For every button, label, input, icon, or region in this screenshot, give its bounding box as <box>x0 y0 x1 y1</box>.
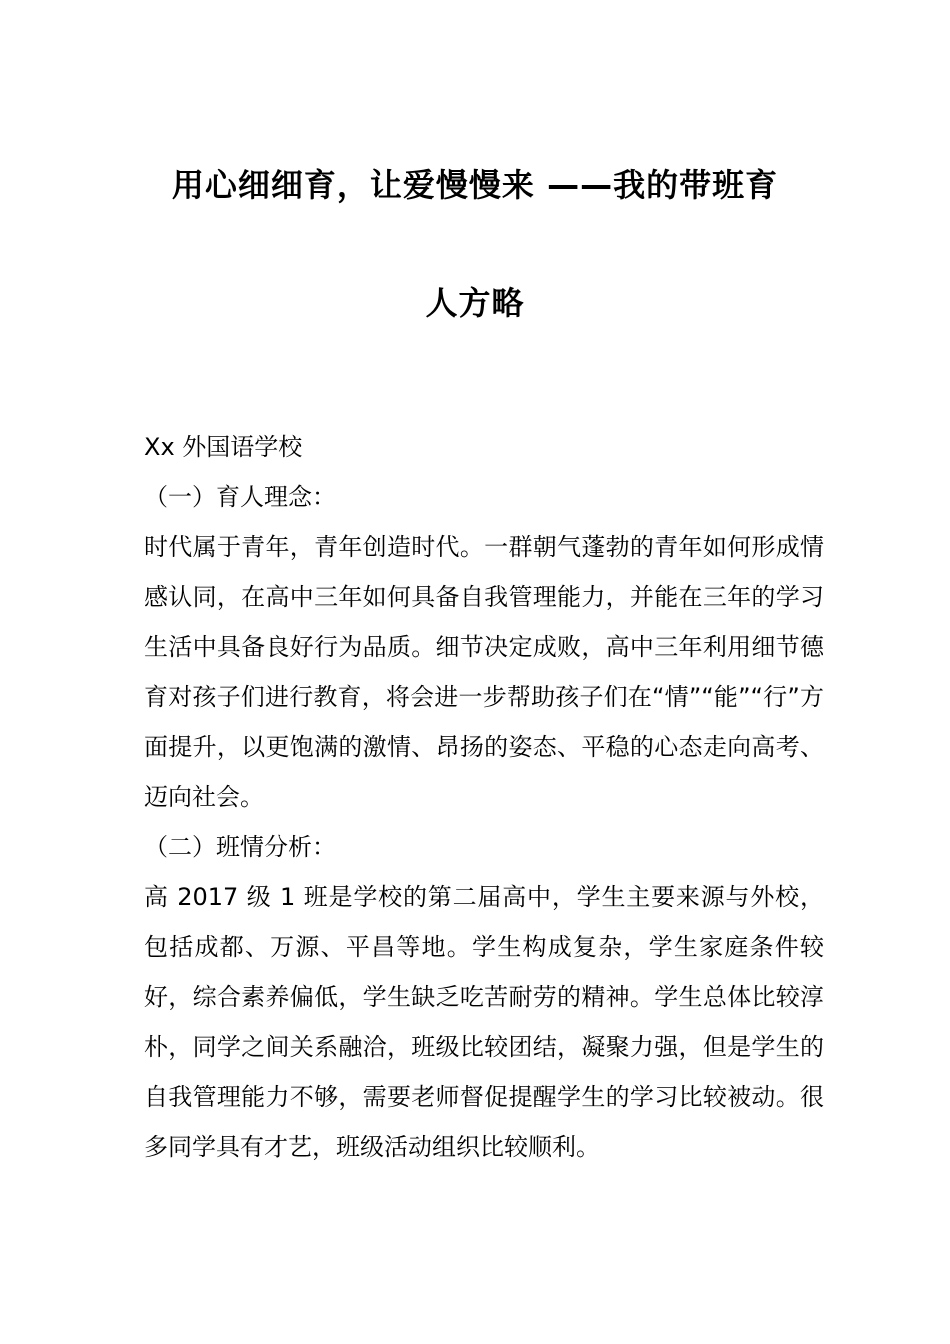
section-1-paragraph: 时代属于青年，青年创造时代。一群朝气蓬勃的青年如何形成情感认同，在高中三年如何具备自我管理能力，并能在三年的学习生活中具备良好行为品质。细节决定成败，高中三年利用细节德育对孩子们进行教育，将会进一步帮助孩子们在“情”“能”“行”方面提升，以更饱满的激情、昂扬的姿态、平稳的心态走向高考、迈向社会。 <box>144 533 824 811</box>
section-2-heading: （二）班情分析： <box>144 833 336 861</box>
school-name: Xx 外国语学校 <box>144 433 303 461</box>
section-2-paragraph: 高 2017 级 1 班是学校的第二届高中，学生主要来源与外校，包括成都、万源、平昌等地。学生构成复杂，学生家庭条件较好，综合素养偏低，学生缺乏吃苦耐劳的精神。学生总体比较淳朴，同学之间关系融洽，班级比较团结，凝聚力强，但是学生的自我管理能力不够，需要老师督促提醒学生的学习比较被动。很多同学具有才艺，班级活动组织比较顺利。 <box>144 883 824 1161</box>
document-body <box>144 422 824 1172</box>
document-title-line-2: 人方略 <box>425 284 525 322</box>
section-1-heading: （一）育人理念： <box>144 483 336 511</box>
document-title-line-1: 用心细细育，让爱慢慢来 ——我的带班育 <box>171 166 779 204</box>
